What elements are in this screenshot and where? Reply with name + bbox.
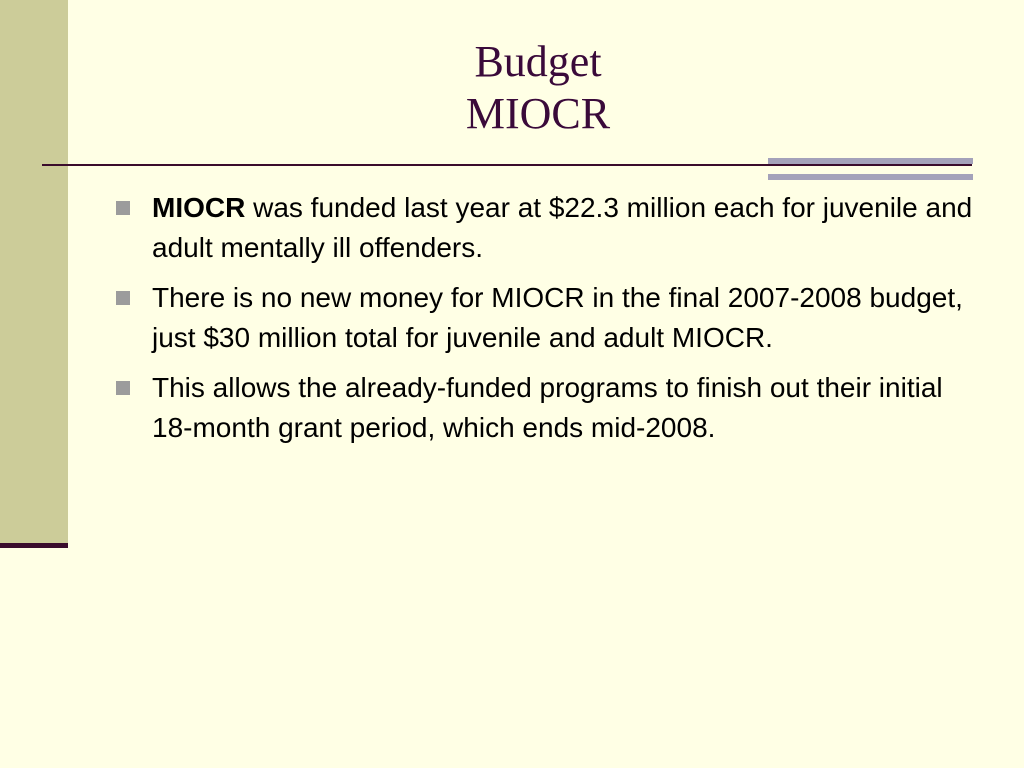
title-line-2: MIOCR (465, 89, 611, 138)
bullet-lead-strong: MIOCR (152, 192, 246, 223)
title-line-1: Budget (474, 37, 602, 86)
square-bullet-icon (116, 291, 130, 305)
square-bullet-icon (116, 381, 130, 395)
bullet-text: This allows the already-funded programs to finish out their initial 18-month grant period, which ends mid-2008. (152, 372, 943, 443)
bullet-list (114, 188, 974, 458)
bullet-text: There is no new money for MIOCR in the final 2007-2008 budget, just $30 million total for juvenile and adult MIOCR. (152, 282, 963, 353)
left-decorative-band (0, 0, 68, 545)
bullet-item (114, 188, 974, 268)
square-bullet-icon (116, 201, 130, 215)
bullet-item (114, 278, 974, 358)
bullet-item (114, 368, 974, 448)
left-accent-bar (0, 543, 68, 548)
slide-title (68, 36, 1008, 140)
bullet-text: was funded last year at $22.3 million each for juvenile and adult mentally ill offenders. (152, 192, 973, 263)
grey-accent-bars (768, 158, 973, 180)
